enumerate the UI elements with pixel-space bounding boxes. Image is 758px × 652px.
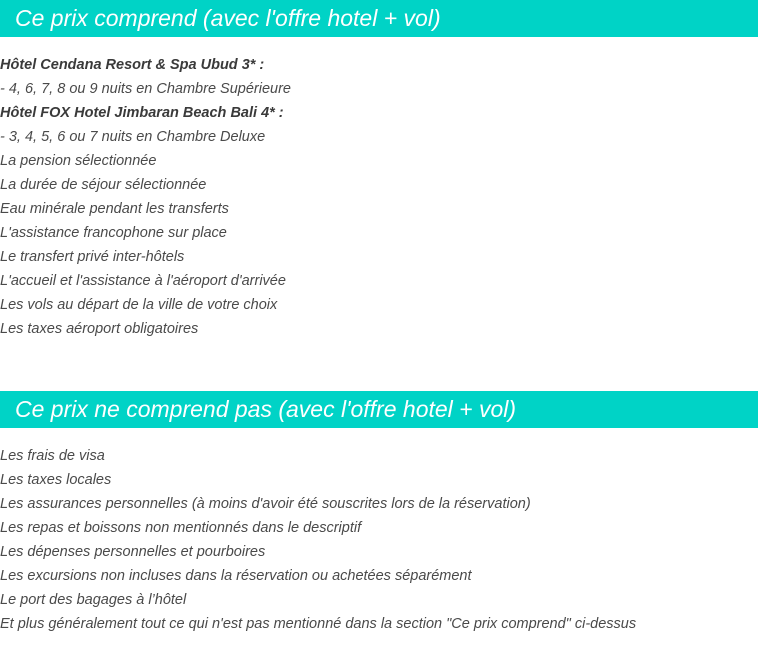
list-item: La pension sélectionnée	[0, 153, 157, 169]
list-item: L'accueil et l'assistance à l'aéroport d'arrivée	[0, 273, 286, 289]
included-section-title: Ce prix comprend (avec l'offre hotel + vol)	[0, 0, 758, 37]
list-item: Les dépenses personnelles et pourboires	[0, 544, 266, 560]
list-item: Les taxes aéroport obligatoires	[0, 321, 199, 337]
hotel-heading-item: Hôtel Cendana Resort & Spa Ubud 3* :	[0, 57, 265, 73]
excluded-section-title: Ce prix ne comprend pas (avec l'offre hotel + vol)	[0, 391, 758, 428]
list-item: Les assurances personnelles (à moins d'avoir été souscrites lors de la réservation)	[0, 496, 531, 512]
excluded-items-list	[0, 444, 636, 636]
list-item: - 4, 6, 7, 8 ou 9 nuits en Chambre Supérieure	[0, 81, 291, 97]
list-item: Et plus généralement tout ce qui n'est pas mentionné dans la section "Ce prix comprend" ci-dessus	[0, 616, 637, 632]
list-item: Le transfert privé inter-hôtels	[0, 249, 185, 265]
list-item: Eau minérale pendant les transferts	[0, 201, 229, 217]
list-item: Les repas et boissons non mentionnés dans le descriptif	[0, 520, 362, 536]
list-item: La durée de séjour sélectionnée	[0, 177, 207, 193]
included-items-list	[0, 53, 291, 341]
list-item: Les vols au départ de la ville de votre choix	[0, 297, 278, 313]
list-item: Le port des bagages à l’hôtel	[0, 592, 187, 608]
list-item: L'assistance francophone sur place	[0, 225, 227, 241]
hotel-heading-item: Hôtel FOX Hotel Jimbaran Beach Bali 4* :	[0, 105, 284, 121]
list-item: Les excursions non incluses dans la réservation ou achetées séparément	[0, 568, 472, 584]
list-item: - 3, 4, 5, 6 ou 7 nuits en Chambre Deluxe	[0, 129, 266, 145]
list-item: Les frais de visa	[0, 448, 105, 464]
list-item: Les taxes locales	[0, 472, 112, 488]
